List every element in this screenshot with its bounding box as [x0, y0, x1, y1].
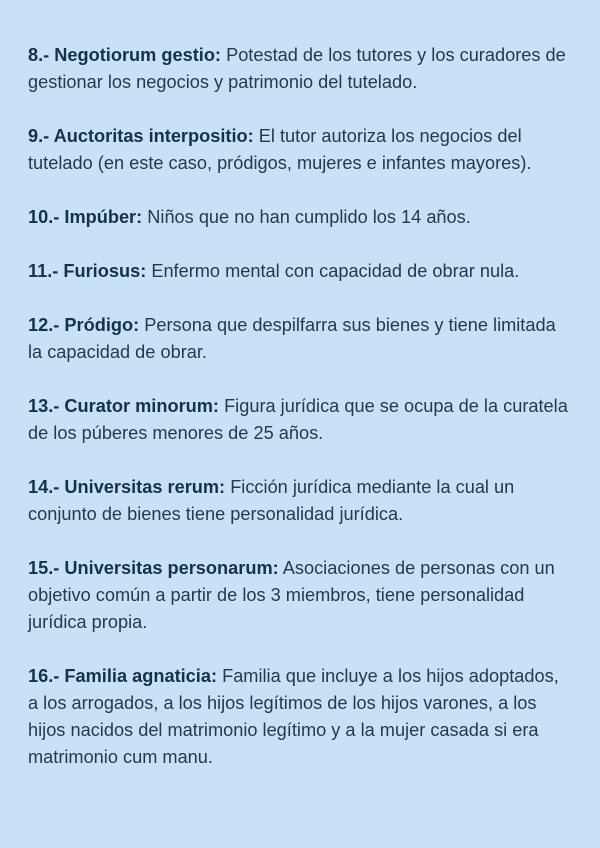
entry-term: 14.- Universitas rerum:: [28, 477, 226, 497]
entry-definition: Potestad de los tutores y los curadores de gestionar los negocios y patrimonio del tutelado.: [28, 45, 566, 92]
glossary-entry-14: [28, 474, 572, 528]
entry-definition: Asociaciones de personas con un objetivo común a partir de los 3 miembros, tiene personalidad jurídica propia.: [28, 558, 555, 632]
entry-term: 10.- Impúber:: [28, 207, 143, 227]
glossary-entry-13: [28, 393, 572, 447]
glossary-entry-11: [28, 258, 572, 285]
entry-definition: Persona que despilfarra sus bienes y tiene limitada la capacidad de obrar.: [28, 315, 556, 362]
entry-definition: Ficción jurídica mediante la cual un conjunto de bienes tiene personalidad jurídica.: [28, 477, 515, 524]
glossary-entry-10: [28, 204, 572, 231]
entry-term: 11.- Furiosus:: [28, 261, 147, 281]
entry-definition: Familia que incluye a los hijos adoptados, a los arrogados, a los hijos legítimos de los hijos varones, a los hijos nacidos del matrimonio legítimo y a la mujer casada si era matrimonio cum manu.: [28, 666, 559, 767]
entry-term: 8.- Negotiorum gestio:: [28, 45, 221, 65]
entry-term: 12.- Pródigo:: [28, 315, 140, 335]
glossary-entry-16: [28, 663, 572, 771]
glossary-entry-8: [28, 42, 572, 96]
glossary-entry-9: [28, 123, 572, 177]
entry-definition: Niños que no han cumplido los 14 años.: [147, 207, 471, 227]
entry-term: 16.- Familia agnaticia:: [28, 666, 218, 686]
glossary-entry-12: [28, 312, 572, 366]
entry-term: 9.- Auctoritas interpositio:: [28, 126, 254, 146]
entry-definition: Enfermo mental con capacidad de obrar nula.: [151, 261, 520, 281]
entry-definition: Figura jurídica que se ocupa de la curatela de los púberes menores de 25 años.: [28, 396, 568, 443]
entry-definition: El tutor autoriza los negocios del tutelado (en este caso, pródigos, mujeres e infantes mayores).: [28, 126, 532, 173]
entry-term: 13.- Curator minorum:: [28, 396, 219, 416]
entry-term: 15.- Universitas personarum:: [28, 558, 279, 578]
glossary-entry-15: [28, 555, 572, 636]
